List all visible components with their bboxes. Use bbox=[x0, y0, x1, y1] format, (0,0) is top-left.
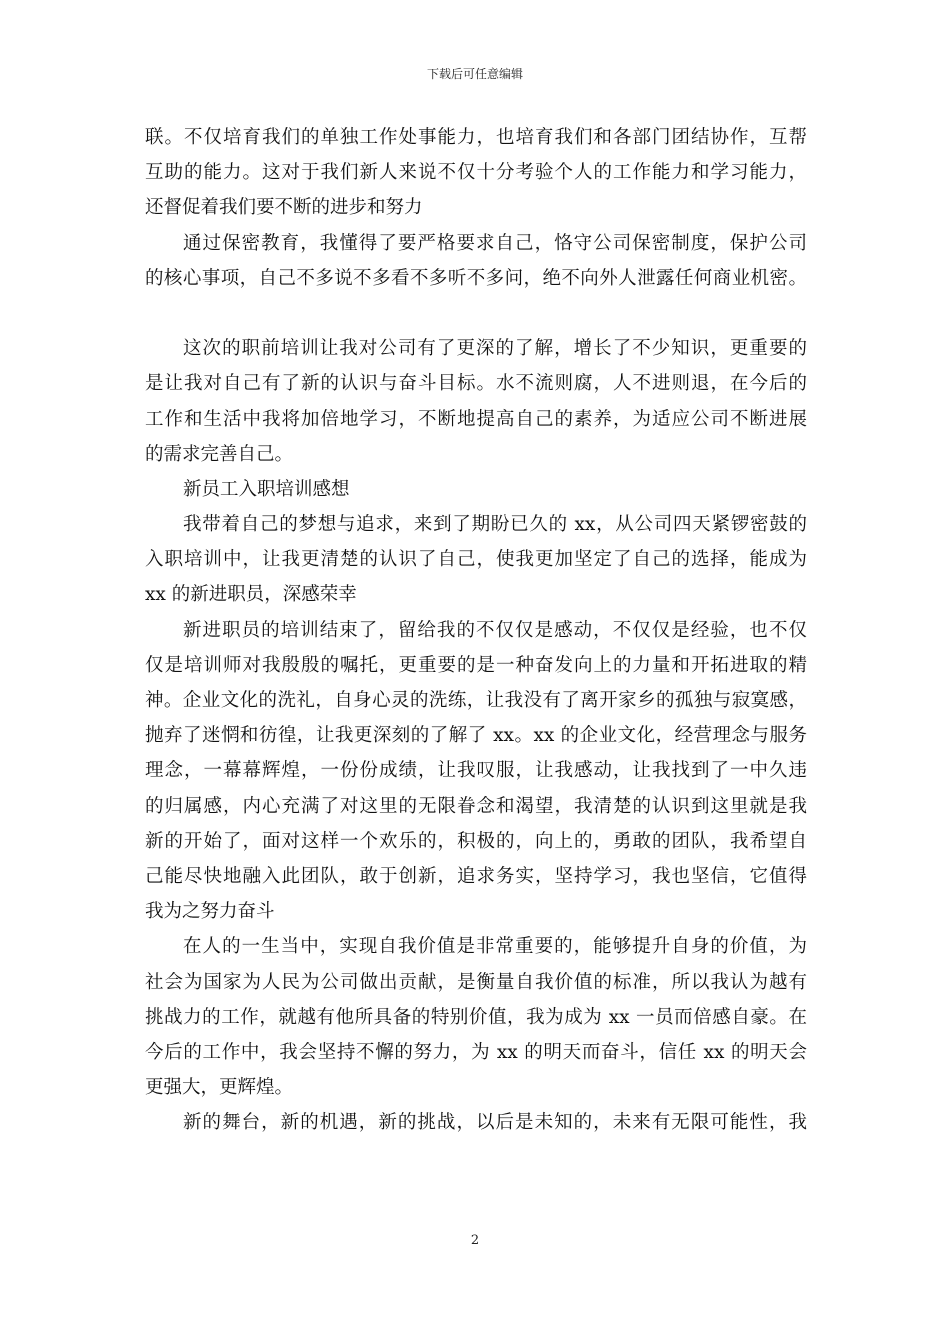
text-line: 还督促着我们要不断的进步和努力 bbox=[145, 197, 423, 219]
text-line: 通过保密教育，我懂得了要严格要求自己，恪守公司保密制度，保护公司 bbox=[183, 232, 807, 254]
text-line: 新的开始了，面对这样一个欢乐的，积极的，向上的，勇敢的团队，我希望自 bbox=[145, 830, 807, 852]
text-line: 今后的工作中，我会坚持不懈的努力，为 xx 的明天而奋斗，信任 xx 的明天会 bbox=[145, 1041, 807, 1063]
text-line: 己能尽快地融入此团队，敢于创新，追求务实，坚持学习，我也坚信，它值得 bbox=[145, 865, 807, 887]
text-line: 是让我对自己有了新的认识与奋斗目标。水不流则腐，人不进则退，在今后的 bbox=[145, 373, 807, 395]
page-header: 下载后可任意编辑 bbox=[426, 67, 523, 81]
text-line: 的需求完善自己。 bbox=[145, 443, 294, 465]
text-line: 理念，一幕幕辉煌，一份份成绩，让我叹服，让我感动，让我找到了一中久违 bbox=[145, 760, 807, 782]
text-line: 仅是培训师对我殷殷的嘱托，更重要的是一种奋发向上的力量和开拓进取的精 bbox=[145, 654, 807, 676]
section-title bbox=[145, 472, 807, 507]
paragraph-5 bbox=[145, 613, 807, 930]
text-line: 新进职员的培训结束了，留给我的不仅仅是感动，不仅仅是经验，也不仅 bbox=[183, 619, 807, 641]
paragraph-4 bbox=[145, 507, 807, 613]
text-line: 更强大，更辉煌。 bbox=[145, 1077, 294, 1099]
text-line: 互助的能力。这对于我们新人来说不仅十分考验个人的工作能力和学习能力， bbox=[145, 162, 807, 184]
text-line: xx 的新进职员，深感荣幸 bbox=[145, 584, 357, 606]
text-line: 挑战力的工作，就越有他所具备的特别价值，我为成为 xx 一员而倍感自豪。在 bbox=[145, 1006, 807, 1028]
text-line: 我为之努力奋斗 bbox=[145, 901, 275, 923]
text-line: 新的舞台，新的机遇，新的挑战，以后是未知的，未来有无限可能性，我 bbox=[183, 1112, 807, 1134]
text-line: 新员工入职培训感想 bbox=[183, 478, 350, 500]
text-line: 我带着自己的梦想与追求，来到了期盼已久的 xx，从公司四天紧锣密鼓的 bbox=[183, 514, 807, 536]
text-line: 的核心事项，自己不多说不多看不多听不多问，绝不向外人泄露任何商业机密。 bbox=[145, 267, 807, 289]
document-body bbox=[145, 120, 807, 1140]
page-number: 2 bbox=[470, 1233, 480, 1248]
paragraph-6 bbox=[145, 929, 807, 1105]
text-line: 入职培训中，让我更清楚的认识了自己，使我更加坚定了自己的选择，能成为 bbox=[145, 549, 807, 571]
text-line: 神。企业文化的洗礼，自身心灵的洗练，让我没有了离开家乡的孤独与寂寞感， bbox=[145, 690, 807, 711]
text-line: 联。不仅培育我们的单独工作处事能力，也培育我们和各部门团结协作，互帮 bbox=[145, 127, 807, 148]
text-line: 社会为国家为人民为公司做出贡献，是衡量自我价值的标准，所以我认为越有 bbox=[145, 971, 807, 993]
text-line: 抛弃了迷惘和彷徨，让我更深刻的了解了 xx。xx 的企业文化，经营理念与服务 bbox=[145, 725, 807, 747]
text-line: 工作和生活中我将加倍地学习，不断地提高自己的素养，为适应公司不断进展 bbox=[145, 408, 807, 430]
text-line: 在人的一生当中，实现自我价值是非常重要的，能够提升自身的价值，为 bbox=[183, 936, 807, 958]
paragraph-7 bbox=[145, 1105, 807, 1140]
text-line: 这次的职前培训让我对公司有了更深的了解，增长了不少知识，更重要的 bbox=[183, 338, 807, 360]
paragraph-1 bbox=[145, 120, 807, 226]
text-line: 的归属感，内心充满了对这里的无限眷念和渴望，我清楚的认识到这里就是我 bbox=[145, 795, 807, 817]
paragraph-2 bbox=[145, 226, 807, 296]
paragraph-3 bbox=[145, 331, 807, 472]
blank-line bbox=[145, 296, 807, 331]
